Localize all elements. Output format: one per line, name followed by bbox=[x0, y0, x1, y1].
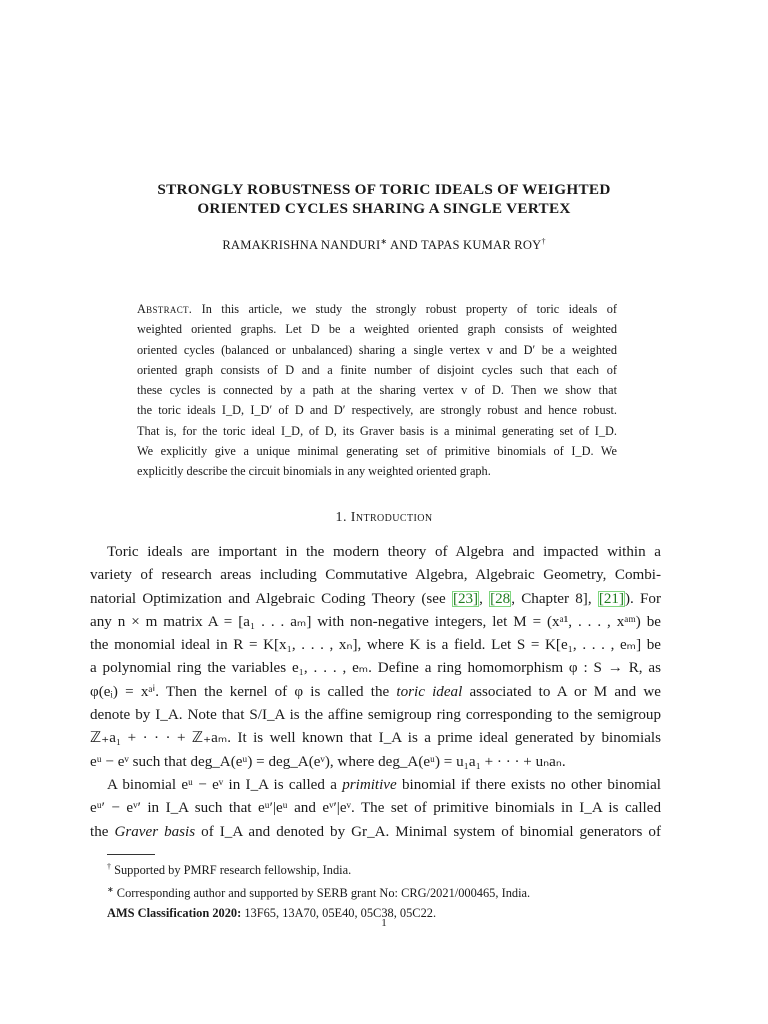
body-text-span: Toric ideals are important in the modern theory of Algebra and impacted within a bbox=[107, 544, 661, 560]
author-list bbox=[90, 237, 678, 253]
body-line bbox=[90, 588, 661, 611]
body-line bbox=[107, 774, 661, 797]
body-text-span: A binomial eᵘ − eᵛ in I_A is called a bbox=[107, 776, 343, 793]
title-line-2: ORIENTED CYCLES SHARING A SINGLE VERTEX bbox=[197, 200, 571, 217]
body-text-span: a polynomial ring the variables e₁, . . . , eₘ. Define a ring homomorphism φ : S → R, as bbox=[90, 660, 661, 677]
body-text-span: eᵘ′ − eᵛ′ in I_A such that eᵘ′|eᵘ and eᵛ′|eᵛ. The set of primitive binomials in I_A is called bbox=[90, 800, 661, 817]
emphasis-graver-basis: Graver basis bbox=[114, 823, 196, 840]
abstract bbox=[137, 299, 617, 482]
citation-link-21[interactable]: [21] bbox=[598, 590, 624, 607]
body-line bbox=[90, 797, 661, 820]
abstract-label: Abstract. bbox=[137, 302, 193, 316]
body-text-span: , bbox=[479, 590, 490, 607]
body-text-span: of I_A and denoted by Gr_A. Minimal system of binomial generators of bbox=[195, 823, 662, 840]
body-text-span: denote by I_A. Note that S/I_A is the affine semigroup ring corresponding to the semigroup bbox=[90, 707, 661, 724]
body-text-span: the monomial ideal in R = K[x₁, . . . , xₙ], where K is a field. Let S = K[e₁, . . . , eₘ] be bbox=[90, 637, 661, 654]
body-line bbox=[90, 564, 661, 587]
body-text-span: , Chapter 8], bbox=[511, 590, 598, 607]
body-text-span: ). For bbox=[625, 590, 662, 607]
abstract-line: the toric ideals I_D, I_D′ of D and D′ respectively, are strongly robust and hence robust. bbox=[137, 403, 617, 418]
body-line bbox=[90, 634, 661, 657]
body-text-span: natorial Optimization and Algebraic Coding Theory (see bbox=[90, 590, 452, 607]
footnote-text: Supported by PMRF research fellowship, India. bbox=[111, 863, 352, 878]
footnote-mark: ∗ bbox=[107, 885, 114, 895]
abstract-line: We explicitly give a unique minimal generating set of primitive binomials of I_D. We bbox=[137, 444, 617, 459]
footnote-funding-pmrf bbox=[107, 857, 667, 880]
body-line bbox=[90, 727, 661, 750]
abstract-line: oriented cycles (balanced or unbalanced) sharing a single vertex v and D′ be a weighted bbox=[137, 342, 617, 357]
author-1-mark: ∗ bbox=[380, 237, 388, 246]
emphasis-toric-ideal: toric ideal bbox=[396, 683, 463, 700]
body-text-span: any n × m matrix A = [a₁ . . . aₘ] with non-negative integers, let M = (xᵃ¹, . . . , xᵃᵐ) be bbox=[90, 613, 661, 630]
abstract-line: In this article, we study the strongly robust property of toric ideals of bbox=[192, 302, 617, 316]
body-text-span: eᵘ − eᵛ such that deg_A(eᵘ) = deg_A(eᵛ), where deg_A(eᵘ) = u₁a₁ + · · · + uₙaₙ. bbox=[90, 753, 566, 770]
author-2: TAPAS KUMAR ROY bbox=[420, 238, 542, 253]
body-line bbox=[90, 704, 661, 727]
author-2-mark: † bbox=[541, 237, 546, 246]
body-line bbox=[90, 611, 661, 634]
author-1: RAMAKRISHNA NANDURI bbox=[222, 238, 381, 253]
abstract-line: explicitly describe the circuit binomials in any weighted oriented graph. bbox=[137, 464, 491, 479]
abstract-line: oriented graph consists of D and a finite number of disjoint cycles such that each of bbox=[137, 362, 617, 377]
ams-label: AMS Classification 2020: bbox=[107, 906, 242, 921]
footnote-corresponding-author bbox=[107, 880, 667, 903]
footnote-divider bbox=[107, 854, 155, 855]
section-heading bbox=[90, 510, 678, 526]
citation-link-23[interactable]: [23] bbox=[452, 590, 479, 607]
body-line bbox=[90, 821, 661, 844]
paper-title bbox=[90, 180, 678, 218]
body-line bbox=[90, 681, 661, 704]
body-text-span: φ(eᵢ) = xᵃⁱ. Then the kernel of φ is called the bbox=[90, 683, 397, 700]
body-text-span: variety of research areas including Commutative Algebra, Algebraic Geometry, Combi- bbox=[90, 567, 661, 584]
citation-link-28[interactable]: [28 bbox=[490, 590, 511, 607]
body-text-span: associated to A or M and we bbox=[462, 683, 661, 700]
body-line bbox=[90, 751, 661, 774]
abstract-line: weighted oriented graphs. Let D be a weighted oriented graph consists of weighted bbox=[137, 322, 617, 337]
section-name: Introduction bbox=[350, 510, 433, 525]
abstract-line: these cycles is connected by a path at the sharing vertex v of D. Then we show that bbox=[137, 383, 617, 398]
title-line-1: STRONGLY ROBUSTNESS OF TORIC IDEALS OF WEIGHTED bbox=[157, 181, 611, 198]
emphasis-primitive: primitive bbox=[342, 776, 397, 793]
author-and: AND bbox=[387, 238, 421, 253]
footnote-text: Corresponding author and supported by SERB grant No: CRG/2021/000465, India. bbox=[113, 886, 531, 901]
introduction-body bbox=[90, 541, 662, 844]
footnotes bbox=[107, 857, 667, 923]
body-text-span: binomial if there exists no other binomial bbox=[396, 776, 661, 793]
footnote-mark: † bbox=[107, 862, 111, 871]
section-number: 1. bbox=[335, 510, 347, 525]
ams-codes: 13F65, 13A70, 05E40, 05C38, 05C22. bbox=[241, 906, 437, 921]
body-text-span: the bbox=[90, 823, 115, 840]
page-number: 1 bbox=[381, 917, 387, 929]
body-line bbox=[107, 541, 661, 564]
body-text-span: ℤ₊a₁ + · · · + ℤ₊aₘ. It is well known that I_A is a prime ideal generated by binomials bbox=[90, 730, 661, 747]
abstract-line: That is, for the toric ideal I_D, of D, its Graver basis is a minimal generating set of I_D. bbox=[137, 423, 617, 438]
body-line bbox=[90, 657, 661, 680]
